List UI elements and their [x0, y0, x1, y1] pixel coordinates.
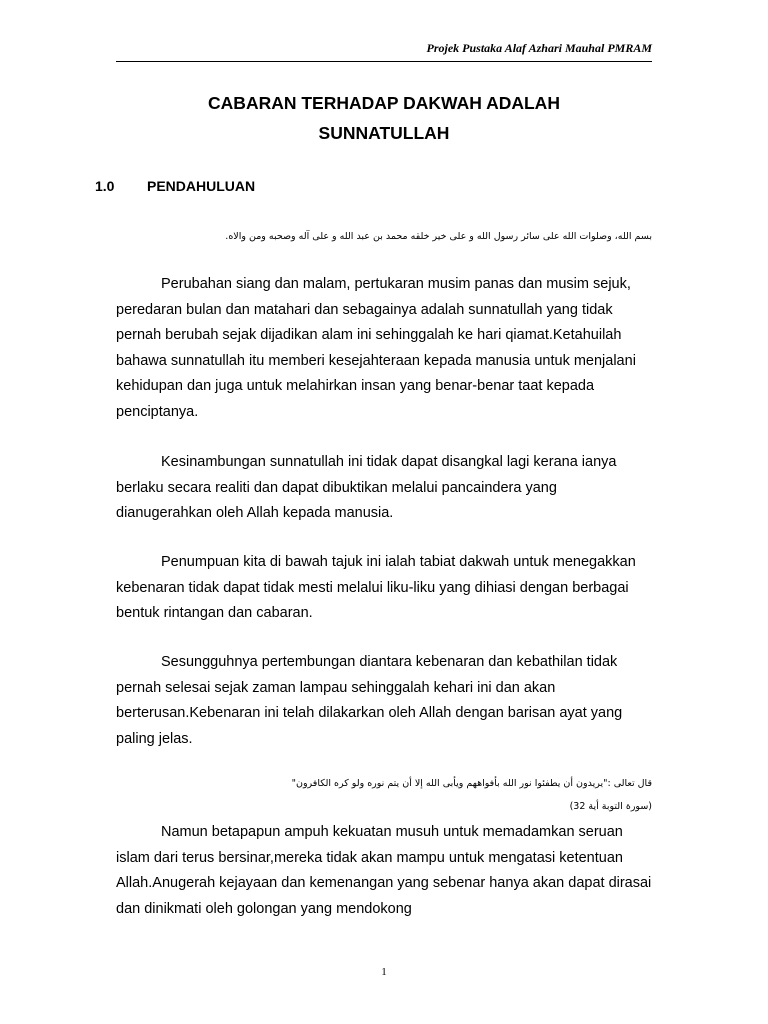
- paragraph-text: Sesungguhnya pertembungan diantara kebenaran dan kebathilan tidak pernah selesai sejak zaman lampau sehinggalah kehari ini dan akan berterusan.Kebenaran ini telah dilakarkan oleh Allah dengan barisan ayat yang paling jelas.: [116, 654, 623, 747]
- section-number: 1.0: [95, 178, 115, 194]
- arabic-opening: بسم الله، وصلوات الله على سائر رسول الله و على خير خلقه محمد بن عبد الله و على آله وصحبه ومن والاه.: [225, 231, 652, 242]
- arabic-verse-line-1: قال تعالى :"يريدون أن يطفئوا نور الله بأفواههم ويأبى الله إلا أن يتم نوره ولو كره الكافرون": [291, 778, 652, 789]
- arabic-verse-line-2: (سورة التوبة أية 32): [569, 801, 652, 812]
- page-number: 1: [381, 966, 387, 978]
- paragraph-2: [116, 450, 656, 527]
- section-title: PENDAHULUAN: [147, 178, 256, 194]
- section-heading: [95, 178, 255, 194]
- paragraph-text: Perubahan siang dan malam, pertukaran musim panas dan musim sejuk, peredaran bulan dan matahari dan sebagainya adalah sunnatullah yang tidak pernah berubah sejak dijadikan alam ini sehinggalah ke hari qiamat.Ketahuilah bahawa sunnatullah itu memberi kesejahteraan kepada manusia untuk menjalani kehidupan dan juga untuk melahirkan insan yang benar-benar taat kepada penciptanya.: [116, 276, 636, 420]
- running-header: Projek Pustaka Alaf Azhari Mauhal PMRAM: [116, 41, 652, 62]
- paragraph-5: [116, 820, 656, 922]
- paragraph-3: [116, 550, 656, 627]
- paragraph-4: [116, 650, 656, 752]
- paragraph-text: Kesinambungan sunnatullah ini tidak dapat disangkal lagi kerana ianya berlaku secara realiti dan dapat dibuktikan melalui pancaindera yang dianugerahkan oleh Allah kepada manusia.: [116, 454, 617, 521]
- paragraph-text: Penumpuan kita di bawah tajuk ini ialah tabiat dakwah untuk menegakkan kebenaran tidak dapat tidak mesti melalui liku-liku yang dihiasi dengan berbagai bentuk rintangan dan cabaran.: [116, 554, 636, 621]
- document-title: [116, 88, 652, 148]
- title-line-2: SUNNATULLAH: [318, 123, 450, 143]
- title-line-1: CABARAN TERHADAP DAKWAH ADALAH: [208, 93, 560, 113]
- paragraph-text: Namun betapapun ampuh kekuatan musuh untuk memadamkan seruan islam dari terus bersinar,mereka tidak akan mampu untuk mengatasi ketentuan Allah.Anugerah kejayaan dan kemenangan yang sebenar hanya akan dapat dirasai dan dinikmati oleh golongan yang mendokong: [116, 824, 652, 917]
- paragraph-1: [116, 272, 656, 425]
